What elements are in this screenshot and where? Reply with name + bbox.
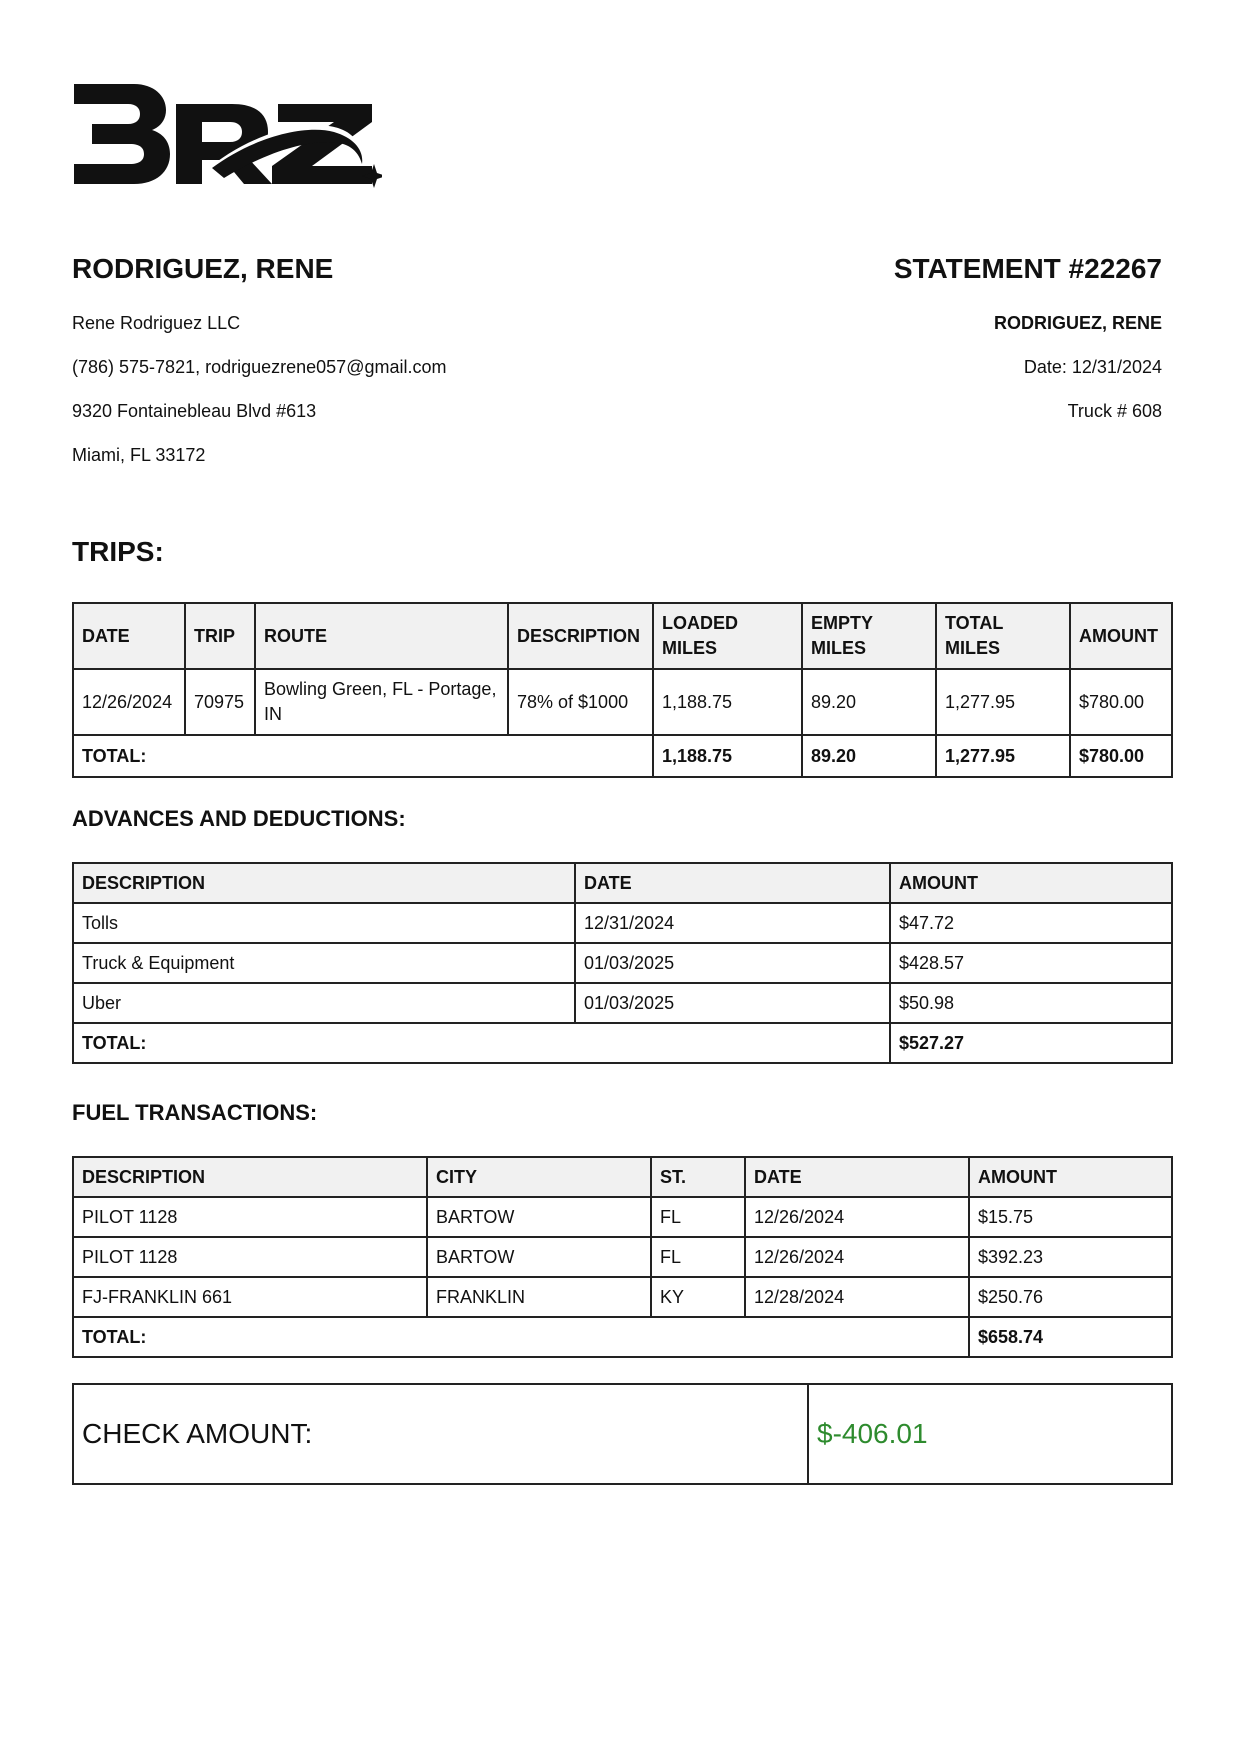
fuel-amount: $15.75 [969, 1197, 1172, 1237]
col-header-description: DESCRIPTION [508, 603, 653, 669]
table-row [73, 943, 1172, 983]
advance-description: Tolls [73, 903, 575, 943]
table-row [73, 1197, 1172, 1237]
table-row [73, 669, 1172, 735]
fuel-date: 12/26/2024 [745, 1237, 969, 1277]
trips-total-miles: 1,277.95 [936, 735, 1070, 777]
fuel-amount: $392.23 [969, 1237, 1172, 1277]
fuel-city: FRANKLIN [427, 1277, 651, 1317]
fuel-city: BARTOW [427, 1197, 651, 1237]
trips-total-empty: 89.20 [802, 735, 936, 777]
advance-description: Truck & Equipment [73, 943, 575, 983]
brz-logo [72, 80, 382, 190]
advance-description: Uber [73, 983, 575, 1023]
col-header-route: ROUTE [255, 603, 508, 669]
fuel-table [72, 1156, 1173, 1358]
company-name: Rene Rodriguez LLC [72, 313, 241, 333]
statement-name: RODRIGUEZ, RENE [993, 313, 1162, 333]
col-header-empty-miles: EMPTY MILES [802, 603, 936, 669]
fuel-description: PILOT 1128 [73, 1197, 427, 1237]
fuel-header-row [73, 1157, 1172, 1197]
trip-amount: $780.00 [1070, 669, 1172, 735]
fuel-amount: $250.76 [969, 1277, 1172, 1317]
statement-title: STATEMENT #22267 [893, 253, 1162, 284]
col-header-date: DATE [575, 863, 890, 903]
col-header-city: CITY [427, 1157, 651, 1197]
advances-header-row [73, 863, 1172, 903]
check-amount-row [73, 1384, 1172, 1484]
advance-amount: $50.98 [890, 983, 1172, 1023]
table-row [73, 1277, 1172, 1317]
advance-date: 12/31/2024 [575, 903, 890, 943]
contact-line: (786) 575-7821, rodriguezrene057@gmail.com [72, 357, 447, 377]
fuel-state: FL [651, 1197, 745, 1237]
address-line-1: 9320 Fontainebleau Blvd #613 [72, 401, 317, 421]
table-row [73, 1237, 1172, 1277]
col-header-amount: AMOUNT [1070, 603, 1172, 669]
fuel-state: FL [651, 1237, 745, 1277]
statement-date: Date: 12/31/2024 [1023, 357, 1162, 377]
truck-number: Truck # 608 [1067, 401, 1162, 421]
trip-date: 12/26/2024 [73, 669, 185, 735]
trips-total-label: TOTAL: [73, 735, 653, 777]
advance-amount: $428.57 [890, 943, 1172, 983]
fuel-title: FUEL TRANSACTIONS: [72, 1100, 318, 1125]
check-amount-label: CHECK AMOUNT: [73, 1384, 808, 1484]
col-header-state: ST. [651, 1157, 745, 1197]
trips-total-loaded: 1,188.75 [653, 735, 802, 777]
address-line-2: Miami, FL 33172 [72, 445, 206, 465]
driver-info [72, 252, 632, 488]
table-row [73, 903, 1172, 943]
trips-table [72, 602, 1173, 778]
trips-header-row [73, 603, 1172, 669]
advances-total-row [73, 1023, 1172, 1063]
col-header-date: DATE [745, 1157, 969, 1197]
fuel-date: 12/26/2024 [745, 1197, 969, 1237]
col-header-description: DESCRIPTION [73, 1157, 427, 1197]
advances-table [72, 862, 1173, 1064]
fuel-total-label: TOTAL: [73, 1317, 969, 1357]
col-header-loaded-miles: LOADED MILES [653, 603, 802, 669]
trip-empty-miles: 89.20 [802, 669, 936, 735]
col-header-amount: AMOUNT [969, 1157, 1172, 1197]
advances-title: ADVANCES AND DEDUCTIONS: [72, 806, 406, 831]
fuel-total-amount: $658.74 [969, 1317, 1172, 1357]
fuel-description: FJ-FRANKLIN 661 [73, 1277, 427, 1317]
table-row [73, 983, 1172, 1023]
advance-date: 01/03/2025 [575, 983, 890, 1023]
col-header-trip: TRIP [185, 603, 255, 669]
check-amount-value: $-406.01 [808, 1384, 1172, 1484]
advances-total-amount: $527.27 [890, 1023, 1172, 1063]
trip-number: 70975 [185, 669, 255, 735]
fuel-description: PILOT 1128 [73, 1237, 427, 1277]
advance-amount: $47.72 [890, 903, 1172, 943]
trip-route: Bowling Green, FL - Portage, IN [255, 669, 508, 735]
fuel-total-row [73, 1317, 1172, 1357]
advance-date: 01/03/2025 [575, 943, 890, 983]
fuel-date: 12/28/2024 [745, 1277, 969, 1317]
fuel-state: KY [651, 1277, 745, 1317]
statement-info [642, 252, 1162, 444]
col-header-total-miles: TOTAL MILES [936, 603, 1070, 669]
col-header-date: DATE [73, 603, 185, 669]
trips-total-amount: $780.00 [1070, 735, 1172, 777]
check-amount-box [72, 1383, 1173, 1485]
trip-total-miles: 1,277.95 [936, 669, 1070, 735]
trips-total-row [73, 735, 1172, 777]
trip-loaded-miles: 1,188.75 [653, 669, 802, 735]
col-header-description: DESCRIPTION [73, 863, 575, 903]
trips-title: TRIPS: [72, 536, 164, 567]
driver-name: RODRIGUEZ, RENE [72, 253, 334, 284]
fuel-city: BARTOW [427, 1237, 651, 1277]
trip-description: 78% of $1000 [508, 669, 653, 735]
advances-total-label: TOTAL: [73, 1023, 890, 1063]
col-header-amount: AMOUNT [890, 863, 1172, 903]
